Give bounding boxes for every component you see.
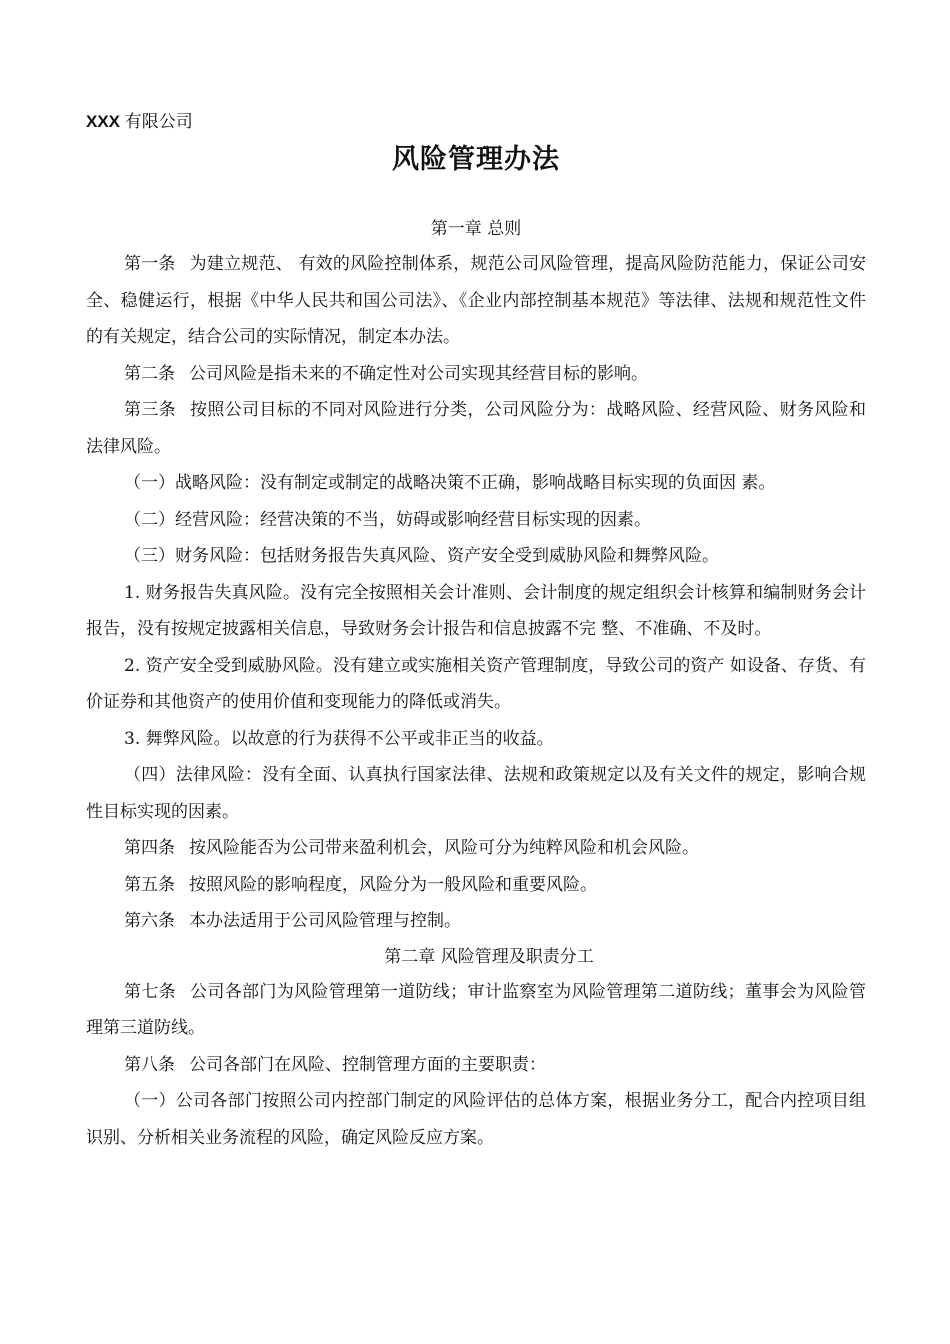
- paragraph-a7: [86, 974, 866, 1047]
- document-title: 风险管理办法: [392, 144, 560, 175]
- paragraph-a6: [86, 903, 866, 940]
- paragraph-text: 按照公司目标的不同对风险进行分类，公司风险分为：战略风险、经营风险、财务风险和法律风险。: [86, 400, 867, 457]
- paragraph-text: 为建立规范、 有效的风险控制体系，规范公司风险管理，提高风险防范能力，保证公司安全、稳健运行，根据《中华人民共和国公司法》、《企业内部控制基本规范》等法律、法规和规范性文件的有关规定，结合公司的实际情况，制定本办法。: [86, 254, 867, 347]
- paragraph-a3-3-1: [86, 575, 866, 648]
- company-name: [86, 108, 866, 136]
- paragraph-text: 公司各部门在风险、控制管理方面的主要职责：: [189, 1054, 546, 1075]
- article-number: 第六条: [124, 911, 175, 931]
- paragraph-text: （二）经营风险：经营决策的不当，妨碍或影响经营目标实现的因素。: [124, 509, 651, 530]
- paragraph-text: 公司风险是指未来的不确定性对公司实现其经营目标的影响。: [189, 363, 648, 384]
- paragraph-a5: [86, 867, 866, 904]
- paragraph-text: 按照风险的影响程度，风险分为一般风险和重要风险。: [189, 874, 597, 895]
- paragraph-a1: [86, 246, 866, 356]
- paragraph-text: （四）法律风险：没有全面、认真执行国家法律、法规和政策规定以及有关文件的规定，影响合规性目标实现的因素。: [86, 765, 866, 822]
- article-number: 第一条: [124, 254, 176, 274]
- chapter-2-heading: 第二章 风险管理及职责分工: [384, 946, 594, 967]
- paragraph-text: （一）公司各部门按照公司内控部门制定的风险评估的总体方案，根据业务分工，配合内控项目组识别、分析相关业务流程的风险，确定风险反应方案。: [86, 1091, 866, 1148]
- paragraph-a8: [86, 1047, 866, 1084]
- paragraph-a2: [86, 356, 866, 393]
- paragraph-a8-1: [86, 1083, 866, 1156]
- paragraph-text: （三）财务风险：包括财务报告失真风险、资产安全受到威胁风险和舞弊风险。: [124, 546, 719, 566]
- paragraph-text: 1. 财务报告失真风险。没有完全按照相关会计准则、会计制度的规定组织会计核算和编制财务会计报告，没有按规定披露相关信息，导致财务会计报告和信息披露不完 整、不准确、不及时。: [86, 582, 866, 639]
- company-prefix: XXX: [86, 112, 121, 131]
- paragraph-text: 按风险能否为公司带来盈利机会，风险可分为纯粹风险和机会风险。: [189, 838, 699, 858]
- paragraph-text: 2. 资产安全受到威胁风险。没有建立或实施相关资产管理制度，导致公司的资产 如设备、存货、有价证券和其他资产的使用价值和变现能力的降低或消失。: [86, 655, 866, 712]
- document-page: [86, 108, 866, 1156]
- paragraph-text: 3. 舞弊风险。以故意的行为获得不公平或非正当的收益。: [124, 728, 554, 749]
- paragraph-a3-3-3: [86, 721, 866, 758]
- chapter-1-heading: 第一章 总则: [430, 219, 522, 239]
- company-suffix: 有限公司: [124, 112, 193, 131]
- article-number: 第七条: [124, 981, 177, 1002]
- article-number: 第四条: [124, 838, 175, 858]
- paragraph-a3: [86, 392, 866, 465]
- article-number: 第二条: [124, 363, 175, 384]
- article-number: 第八条: [124, 1054, 175, 1075]
- chapter-2-body: [86, 974, 866, 1157]
- paragraph-text: 公司各部门为风险管理第一道防线；审计监察室为风险管理第二道防线；董事会为风险管理第三道防线。: [86, 981, 867, 1038]
- paragraph-text: （一）战略风险：没有制定或制定的战略决策不正确，影响战略目标实现的负面因 素。: [124, 473, 776, 493]
- paragraph-a3-1: [86, 465, 866, 502]
- paragraph-text: 本办法适用于公司风险管理与控制。: [189, 911, 461, 931]
- chapter-1-body: [86, 246, 866, 940]
- paragraph-a3-3: [86, 538, 866, 575]
- paragraph-a3-4: [86, 757, 866, 830]
- paragraph-a4: [86, 830, 866, 867]
- paragraph-a3-2: [86, 502, 866, 539]
- article-number: 第五条: [124, 874, 175, 895]
- paragraph-a3-3-2: [86, 648, 866, 721]
- article-number: 第三条: [124, 400, 177, 420]
